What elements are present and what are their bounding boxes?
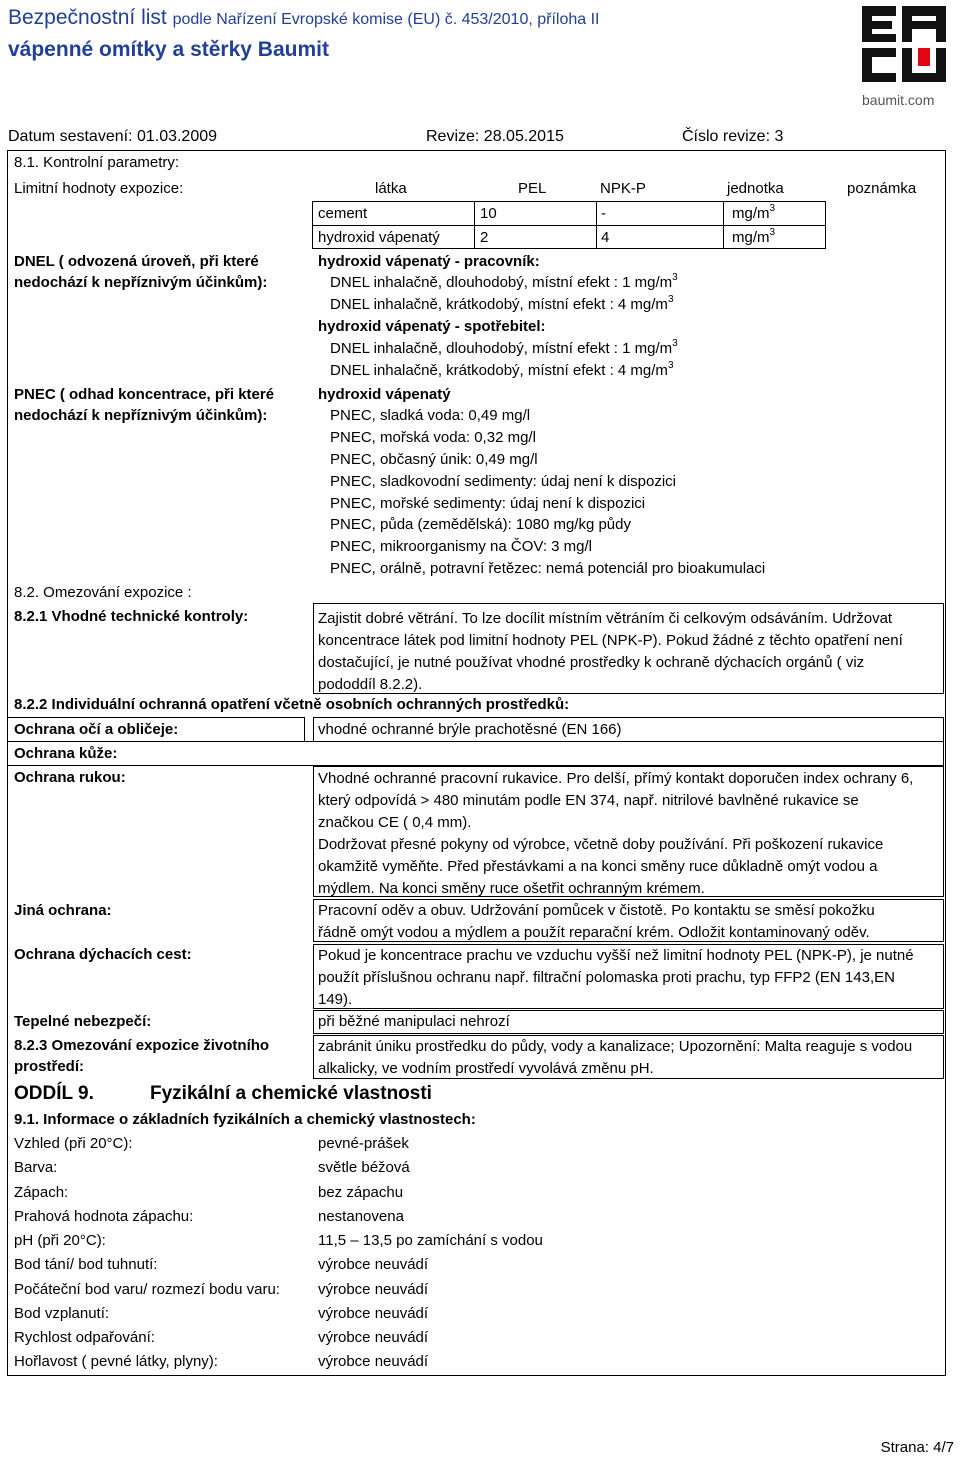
section-9-title: Fyzikální a chemické vlastnosti <box>150 1083 432 1104</box>
dnel-worker-long: DNEL inhalačně, dlouhodobý, místní efekt : 1 $mg/m^3$ <box>330 272 678 291</box>
section-9-1-heading: 9.1. Informace o základních fyzikálních a chemický vlastnostech: <box>14 1111 476 1128</box>
th-npk: NPK-P <box>600 180 646 197</box>
prop-value: výrobce neuvádí <box>318 1256 429 1273</box>
table-row: cement <box>318 205 368 222</box>
th-unit: jednotka <box>727 180 784 197</box>
heat-label: Tepelné nebezpečí: <box>14 1013 152 1030</box>
th-pel: PEL <box>518 180 547 197</box>
prop-label: Počáteční bod varu/ rozmezí bodu varu: <box>14 1281 280 1298</box>
prop-label: Barva: <box>14 1159 58 1176</box>
product-name: vápenné omítky a stěrky Baumit <box>8 38 329 61</box>
prop-value: 11,5 – 13,5 po zamíchání s vodou <box>318 1232 543 1249</box>
other-label: Jiná ochrana: <box>14 902 112 919</box>
dnel-consumer-heading: hydroxid vápenatý - spotřebitel: <box>318 318 546 335</box>
env-text: zabránit úniku prostředku do půdy, vody a kanalizace; Upozornění: Malta reaguje s vodou alkalicky, ve vodním prostředí vyvolává změnu pH. <box>318 1038 913 1077</box>
hands-text: Vhodné ochranné pracovní rukavice. Pro delší, přímý kontakt doporučen index ochrany 6, který odpovídá > 480 minutám podle EN 374, např. nitrilové bavlněné rukavice se značkou CE ( 0,4 mm). Dodržovat přesné pokyny od výrobce, včetně doby používání. Při poškození rukavice okamžitě vyměňte. Před přestávkami a na konci směny ruce důkladně omýt vodou a mýdlem. Na konci směny ruce ošetřit ochranným krémem. <box>318 770 914 897</box>
table-cell-unit: $mg/m^3$ <box>732 227 776 246</box>
baumit-logo <box>858 4 950 84</box>
dnel-consumer-long: DNEL inhalačně, dlouhodobý, místní efekt : 1 $mg/m^3$ <box>330 338 678 357</box>
prop-label: Bod tání/ bod tuhnutí: <box>14 1256 158 1273</box>
list-item: PNEC, mořská voda: 0,32 mg/l <box>330 429 536 446</box>
prop-value: výrobce neuvádí <box>318 1329 429 1346</box>
page-number: Strana: 4/7 <box>880 1439 954 1456</box>
table-cell-pel: 2 <box>480 229 489 246</box>
revision-date: Revize: 28.05.2015 <box>426 128 564 145</box>
document-title: Bezpečnostní list podle Nařízení Evropské komise (EU) č. 453/2010, příloha II <box>8 6 600 29</box>
skin-box <box>7 741 944 766</box>
revision-number: Číslo revize: 3 <box>682 128 784 145</box>
section-8-1-heading: 8.1. Kontrolní parametry: <box>14 154 180 171</box>
pnec-label-2: nedochází k nepříznivým účinkům): <box>14 407 268 424</box>
table-cell-pel: 10 <box>480 205 497 222</box>
dnel-label-2: nedochází k nepříznivým účinkům): <box>14 274 268 291</box>
limit-label: Limitní hodnoty expozice: <box>14 180 184 197</box>
th-substance: látka <box>375 180 407 197</box>
section-9-number: ODDÍL 9. <box>14 1083 94 1104</box>
list-item: PNEC, orálně, potravní řetězec: nemá potenciál pro bioakumulaci <box>330 560 766 577</box>
list-item: PNEC, sladká voda: 0,49 mg/l <box>330 407 531 424</box>
resp-label: Ochrana dýchacích cest: <box>14 946 192 963</box>
skin-label: Ochrana kůže: <box>14 745 118 762</box>
list-item: PNEC, sladkovodní sedimenty: údaj není k dispozici <box>330 473 677 490</box>
prop-label: pH (při 20°C): <box>14 1232 106 1249</box>
hands-label: Ochrana rukou: <box>14 769 126 786</box>
table-cell-unit: $mg/m^3$ <box>732 203 776 222</box>
env-label-2: prostředí: <box>14 1058 85 1075</box>
prop-label: Bod vzplanutí: <box>14 1305 110 1322</box>
ppe-heading: 8.2.2 Individuální ochranná opatření včetně osobních ochranných prostředků: <box>14 696 570 713</box>
tech-controls-box <box>313 603 944 694</box>
prop-value: bez zápachu <box>318 1184 404 1201</box>
prop-value: světle béžová <box>318 1159 410 1176</box>
issue-date: Datum sestavení: 01.03.2009 <box>8 128 218 145</box>
section-8-2-heading: 8.2. Omezování expozice : <box>14 584 192 601</box>
dnel-consumer-short: DNEL inhalačně, krátkodobý, místní efekt : 4 $mg/m^3$ <box>330 360 674 379</box>
list-item: PNEC, mikroorganismy na ČOV: 3 mg/l <box>330 538 593 555</box>
list-item: PNEC, občasný únik: 0,49 mg/l <box>330 451 538 468</box>
dnel-worker-heading: hydroxid vápenatý - pracovník: <box>318 253 540 270</box>
list-item: PNEC, mořské sedimenty: údaj není k dispozici <box>330 495 646 512</box>
resp-text: Pokud je koncentrace prachu ve vzduchu vyšší než limitní hodnoty PEL (NPK-P), je nutné použít příslušnou ochranu např. filtrační polomaska proti prachu, typ FFP2 (EN 143,EN 149). <box>318 947 914 1008</box>
prop-value: nestanovena <box>318 1208 404 1225</box>
logo-url: baumit.com <box>862 92 935 108</box>
heat-value: při běžné manipulaci nehrozí <box>318 1013 510 1030</box>
table-row: hydroxid vápenatý <box>318 229 440 246</box>
prop-value: výrobce neuvádí <box>318 1353 429 1370</box>
tech-controls-text: Zajistit dobré větrání. To lze docílit místním větráním či celkovým odsáváním. Udržovat koncentrace látek pod limitní hodnoty PEL (NPK-P). Pokud žádné z těchto opatření není dostačující, je nutné používat vhodné prostředky k ochraně dýchacích orgánů ( viz pododdíl 8.2.2). <box>318 610 903 693</box>
prop-label: Hořlavost ( pevné látky, plyny): <box>14 1353 218 1370</box>
env-label: 8.2.3 Omezování expozice životního <box>14 1037 270 1054</box>
prop-value: výrobce neuvádí <box>318 1281 429 1298</box>
th-note: poznámka <box>847 180 917 197</box>
prop-value: výrobce neuvádí <box>318 1305 429 1322</box>
pnec-label: PNEC ( odhad koncentrace, při které <box>14 386 275 403</box>
dnel-label: DNEL ( odvozená úroveň, při které <box>14 253 259 270</box>
table-cell-npk: 4 <box>601 229 610 246</box>
prop-label: Vzhled (při 20°C): <box>14 1135 133 1152</box>
other-text: Pracovní oděv a obuv. Udržování pomůcek v čistotě. Po kontaktu se směsí pokožku řádně omýt vodou a mýdlem a použít reparační krém. Odložit kontaminovaný oděv. <box>318 902 875 941</box>
regulation-subtitle: podle Nařízení Evropské komise (EU) č. 453/2010, příloha II <box>172 11 600 28</box>
prop-label: Zápach: <box>14 1184 69 1201</box>
table-cell-npk: - <box>601 205 606 222</box>
eyes-value: vhodné ochranné brýle prachotěsné (EN 166) <box>318 721 622 738</box>
tech-controls-label: 8.2.1 Vhodné technické kontroly: <box>14 608 249 625</box>
dnel-worker-short: DNEL inhalačně, krátkodobý, místní efekt : 4 $mg/m^3$ <box>330 294 674 313</box>
limit-table <box>312 201 826 249</box>
pnec-substance: hydroxid vápenatý <box>318 386 451 403</box>
list-item: PNEC, půda (zemědělská): 1080 mg/kg půdy <box>330 516 631 533</box>
prop-value: pevné-prášek <box>318 1135 409 1152</box>
eyes-label: Ochrana očí a obličeje: <box>14 721 179 738</box>
prop-label: Prahová hodnota zápachu: <box>14 1208 194 1225</box>
prop-label: Rychlost odpařování: <box>14 1329 155 1346</box>
